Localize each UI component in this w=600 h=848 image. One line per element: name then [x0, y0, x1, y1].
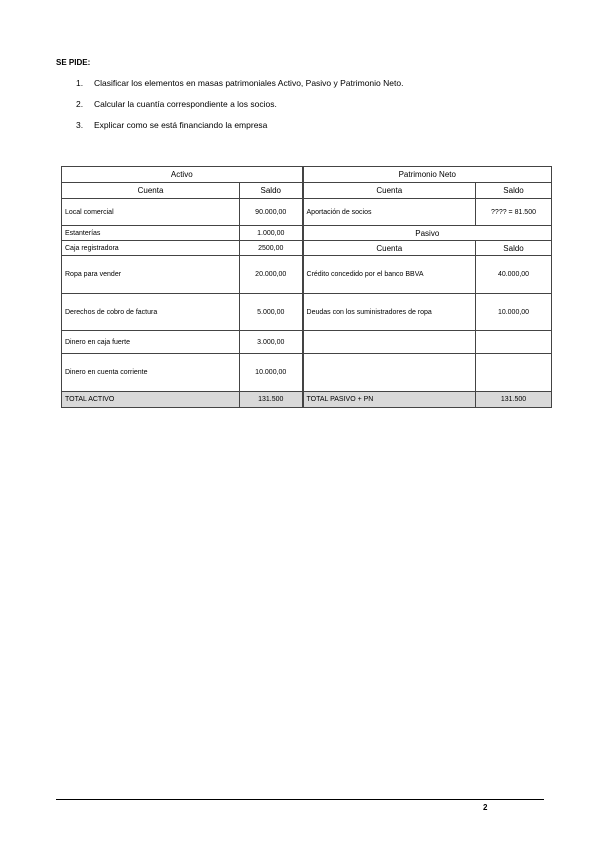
activo-cuenta-cell: Estanterías [62, 226, 240, 241]
table-row [62, 226, 552, 241]
activo-saldo-cell: 1.000,00 [240, 226, 303, 241]
total-activo-value: 131.500 [240, 392, 303, 408]
pasivo-saldo-header: Saldo [476, 241, 552, 256]
task-text: Clasificar los elementos en masas patrimoniales Activo, Pasivo y Patrimonio Neto. [94, 78, 404, 88]
pn-cuenta-header: Cuenta [303, 183, 476, 199]
task-text: Calcular la cuantía correspondiente a los socios. [94, 99, 277, 109]
pasivo-saldo-cell: 40.000,00 [476, 256, 552, 294]
activo-saldo-cell: 20.000,00 [240, 256, 303, 294]
pn-cuenta-cell: Aportación de socios [303, 199, 476, 226]
total-activo-label: TOTAL ACTIVO [62, 392, 240, 408]
pn-saldo-cell: ???? = 81.500 [476, 199, 552, 226]
activo-saldo-cell: 5.000,00 [240, 294, 303, 331]
table-row [62, 294, 552, 331]
task-number: 2. [76, 99, 84, 109]
activo-cuenta-cell: Dinero en cuenta corriente [62, 354, 240, 392]
totals-row [62, 392, 552, 408]
pasivo-saldo-cell: 10.000,00 [476, 294, 552, 331]
empty-cell [476, 331, 552, 354]
table-row [62, 241, 552, 256]
footer-divider [56, 799, 544, 800]
empty-cell [476, 354, 552, 392]
activo-cuenta-cell: Local comercial [62, 199, 240, 226]
table-row [62, 199, 552, 226]
activo-cuenta-cell: Caja registradora [62, 241, 240, 256]
empty-cell [303, 331, 476, 354]
total-pasivo-label: TOTAL PASIVO + PN [303, 392, 476, 408]
table-row [62, 331, 552, 354]
activo-saldo-cell: 2500,00 [240, 241, 303, 256]
pasivo-cuenta-cell: Deudas con los suministradores de ropa [303, 294, 476, 331]
balance-table [61, 166, 552, 408]
empty-cell [303, 354, 476, 392]
pasivo-header: Pasivo [303, 226, 552, 241]
task-number: 3. [76, 120, 84, 130]
task-number: 1. [76, 78, 84, 88]
activo-saldo-cell: 10.000,00 [240, 354, 303, 392]
pasivo-cuenta-cell: Crédito concedido por el banco BBVA [303, 256, 476, 294]
section-heading: SE PIDE: [56, 58, 91, 67]
pasivo-cuenta-header: Cuenta [303, 241, 476, 256]
table-row [62, 256, 552, 294]
activo-saldo-cell: 3.000,00 [240, 331, 303, 354]
table-row [62, 354, 552, 392]
patrimonio-neto-header: Patrimonio Neto [303, 167, 552, 183]
activo-cuenta-cell: Dinero en caja fuerte [62, 331, 240, 354]
table-header-row [62, 167, 552, 183]
activo-saldo-header: Saldo [240, 183, 303, 199]
activo-saldo-cell: 90.000,00 [240, 199, 303, 226]
task-text: Explicar como se está financiando la empresa [94, 120, 268, 130]
page-number: 2 [483, 803, 488, 812]
total-pasivo-value: 131.500 [476, 392, 552, 408]
activo-cuenta-cell: Ropa para vender [62, 256, 240, 294]
activo-cuenta-header: Cuenta [62, 183, 240, 199]
pn-saldo-header: Saldo [476, 183, 552, 199]
activo-header: Activo [62, 167, 303, 183]
activo-cuenta-cell: Derechos de cobro de factura [62, 294, 240, 331]
table-subheader-row [62, 183, 552, 199]
